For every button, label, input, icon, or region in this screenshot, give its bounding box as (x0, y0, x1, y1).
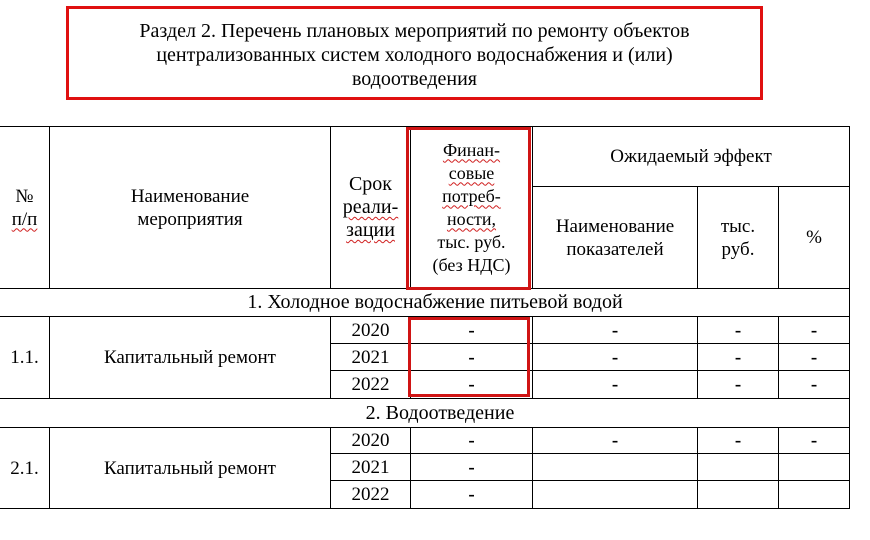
header-num: № п/п (11, 185, 38, 230)
header-financial-needs: Финан- совые потреб- ности, тыс. руб. (без НДС) (432, 139, 511, 275)
title-line: Раздел 2. Перечень плановых мероприятий по ремонту объектов (139, 20, 690, 42)
year-cell: 2021 (351, 346, 390, 368)
year-cell: 2020 (351, 430, 390, 451)
title-line: централизованных систем холодного водоснабжения и (или) (156, 44, 673, 66)
indicator-cell: - (611, 319, 619, 341)
highlight-financial-header (406, 127, 531, 290)
header-thousand-rub: тыс. руб. (720, 215, 756, 260)
table-rule (0, 508, 850, 509)
highlight-financial-values (408, 317, 530, 397)
year-cell: 2022 (351, 484, 390, 505)
fin-cell: - (468, 484, 475, 505)
year-cell: 2020 (351, 319, 390, 341)
fin-cell: - (468, 374, 475, 395)
table-rule (849, 126, 850, 288)
section-title: 2. Водоотведение (365, 401, 515, 424)
percent-cell: - (810, 430, 818, 451)
fin-cell: - (468, 430, 475, 451)
header-indicators: Наименование показателей (555, 215, 675, 260)
row-name: Капитальный ремонт (103, 457, 276, 479)
header-expected-effect: Ожидаемый эффект (610, 146, 772, 167)
fin-cell: - (468, 346, 475, 368)
header-name: Наименование мероприятия (130, 185, 250, 230)
percent-cell: - (810, 346, 818, 368)
percent-cell: - (810, 374, 818, 395)
thous-cell: - (734, 430, 742, 451)
header-percent: % (806, 227, 822, 248)
title-line: водоотведения (352, 68, 477, 90)
thous-cell: - (734, 346, 742, 368)
fin-cell: - (468, 319, 475, 341)
indicator-cell: - (611, 430, 619, 451)
indicator-cell: - (611, 346, 619, 368)
year-cell: 2022 (351, 374, 390, 395)
row-number: 2.1. (10, 457, 39, 479)
indicator-cell: - (611, 374, 619, 395)
year-cell: 2021 (351, 456, 390, 478)
percent-cell: - (810, 319, 818, 341)
section-title: 1. Холодное водоснабжение питьевой водой (247, 291, 623, 313)
row-number: 1.1. (10, 347, 39, 368)
row-name: Капитальный ремонт (103, 347, 276, 368)
thous-cell: - (734, 319, 742, 341)
header-term: Срок реали- зации (342, 173, 399, 241)
fin-cell: - (468, 456, 475, 478)
thous-cell: - (734, 374, 742, 395)
